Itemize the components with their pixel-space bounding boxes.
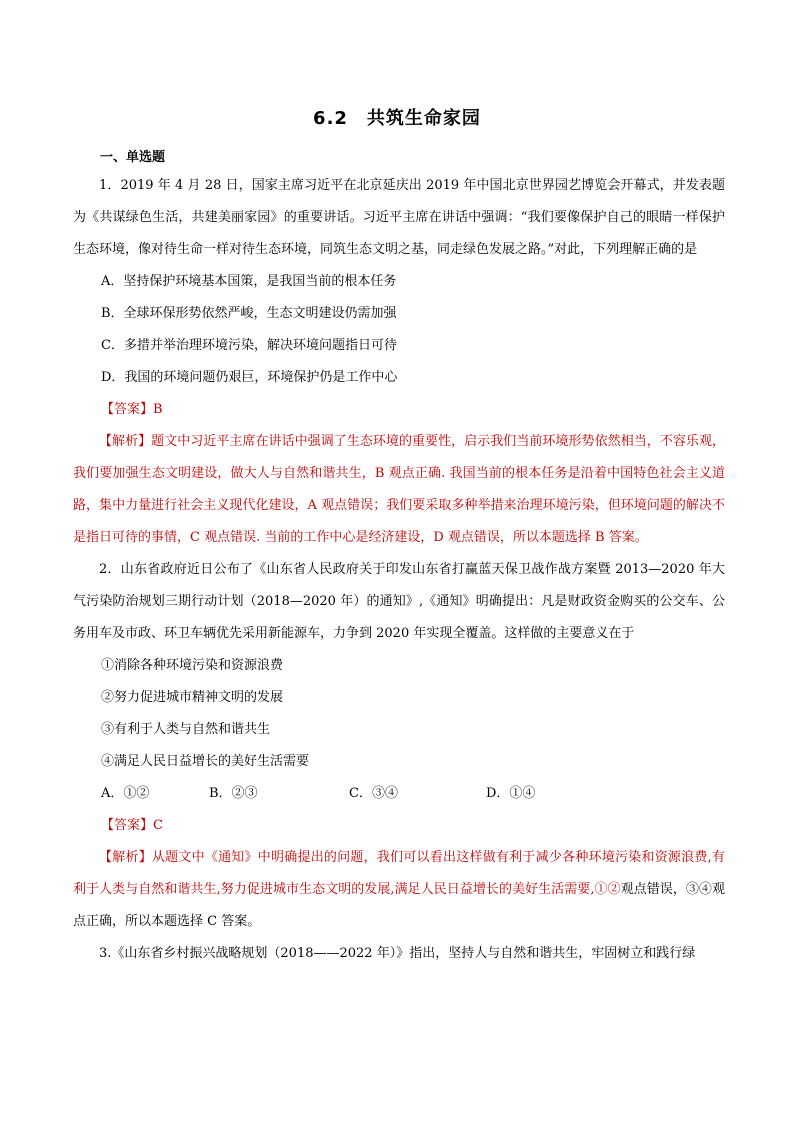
q2-choice-d: D．①④ [486,786,536,801]
document-body [73,170,725,970]
page-title: 6.2 共筑生命家园 [313,108,481,129]
question-1-stem: 1．2019 年 4 月 28 日，国家主席习近平在北京延庆出 2019 年中国北京世界园艺博览会开幕式，并发表题为《共谋绿色生活，共建美丽家园》的重要讲话。习近平主席在讲话中强调：“我们要像保护自己的眼睛一样保护生态环境，像对待生命一样对待生态环境，同筑生态文明之基，同走绿色发展之路。”对此，下列理解正确的是 [73,178,725,257]
q2-item-1: ①消除各种环境污染和资源浪费 [101,658,284,673]
q2-item-4: ④满足人民日益增长的美好生活需要 [101,754,310,769]
q2-item-3: ③有利于人类与自然和谐共生 [101,722,271,737]
question-3-stem: 3.《山东省乡村振兴战略规划（2018——2022 年）》指出，坚持人与自然和谐共生，牢固树立和践行绿 [99,946,696,961]
q2-analysis-tail: 观点错误，③④观点正确，所以本题选择 C 答案。 [73,882,725,929]
q2-choice-b: B．②③ [209,786,258,801]
q2-choice-a: A．①② [101,786,150,801]
q2-item-2: ②努力促进城市精神文明的发展 [101,690,284,705]
q1-option-d: D．我国的环境问题仍艰巨，环境保护仍是工作中心 [101,370,398,385]
q2-analysis [73,842,725,938]
q1-answer: 【答案】B [101,402,163,417]
q2-choice-c: C．③④ [349,786,398,801]
q2-analysis-highlight: ①② [594,882,621,897]
q1-option-c: C．多措并举治理环境污染，解决环境问题指日可待 [101,338,397,353]
q1-option-a: A．坚持保护环境基本国策，是我国当前的根本任务 [101,274,397,289]
q1-analysis: 【解析】题文中习近平主席在讲话中强调了生态环境的重要性，启示我们当前环境形势依然相当，不容乐观，我们要加强生态文明建设，做大人与自然和谐共生，B 观点正确. 我国当前的根本任务是沿着中国特色社会主义道路，集中力量进行社会主义现代化建设，A 观点错误；我们要采取多种举措来治理环境污染，但环境问题的解决不是指日可待的事情，C 观点错误. 当前的工作中心是经济建设，D 观点错误，所以本题选择 B 答案。 [73,434,725,545]
q2-answer: 【答案】C [101,818,163,833]
q2-analysis-main: 【解析】从题文中《通知》中明确提出的问题，我们可以看出这样做有利于减少各种环境污染和资源浪费,有利于人类与自然和谐共生,努力促进城市生态文明的发展,满足人民日益增长的美好生活需要, [73,850,725,897]
q2-choices [73,778,725,810]
q1-option-b: B．全球环保形势依然严峻，生态文明建设仍需加强 [101,306,397,321]
section-heading: 一、单选题 [100,150,166,165]
question-2-stem: 2．山东省政府近日公布了《山东省人民政府关于印发山东省打赢蓝天保卫战作战方案暨 2013—2020 年大气污染防治规划三期行动计划（2018—2020 年）的通知》,《通知》明确提出：凡是财政资金购买的公交车、公务用车及市政、环卫车辆优先采用新能源车，力争到 2020 年实现全覆盖。这样做的主要意义在于 [73,562,725,641]
